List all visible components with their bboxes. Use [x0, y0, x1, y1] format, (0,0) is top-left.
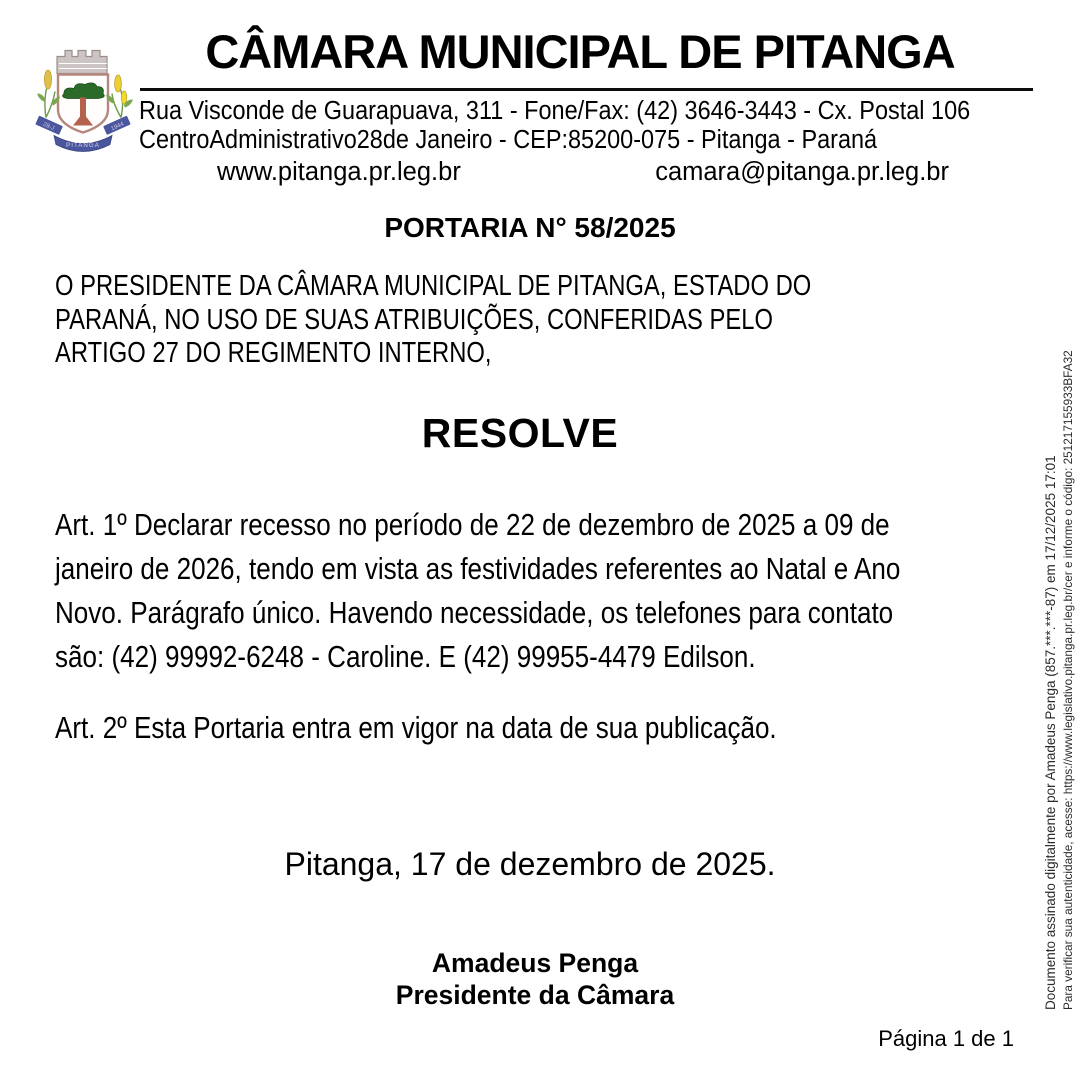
preamble-line: ARTIGO 27 DO REGIMENTO INTERNO, [55, 337, 492, 369]
signature-role: Presidente da Câmara [395, 980, 675, 1010]
article-1-line: são: (42) 99992-6248 - Caroline. E (42) 99955-4479 Edilson. [55, 639, 756, 674]
preamble-line: O PRESIDENTE DA CÂMARA MUNICIPAL DE PITANGA, ESTADO DO [55, 270, 812, 302]
preamble-paragraph [55, 270, 977, 371]
pitanga-coat-of-arms-icon [33, 42, 133, 160]
address-line-2: CentroAdministrativo28de Janeiro - CEP:85200-075 - Pitanga - Paraná [139, 126, 878, 154]
signature-block [55, 947, 1015, 1011]
ribbon-left [35, 116, 63, 135]
signature-name: Amadeus Penga [431, 948, 639, 978]
header-address-block [139, 97, 1032, 187]
article-1-paragraph [55, 503, 1061, 679]
ribbon-right [103, 116, 131, 135]
article-1-line: Art. 1º Declarar recesso no período de 22 de dezembro de 2025 a 09 de [55, 507, 890, 542]
resolve-heading: RESOLVE [421, 410, 619, 456]
ribbon-left-text: 28-J [41, 121, 55, 132]
article-1-line: Novo. Parágrafo único. Havendo necessidade, os telefones para contato [55, 595, 894, 630]
article-2-line: Art. 2º Esta Portaria entra em vigor na data de sua publicação. [55, 710, 777, 745]
website-text: www.pitanga.pr.leg.br [217, 158, 461, 186]
digital-signature-line-2: Para verificar sua autenticidade, acesse: https://www.legislativo.pitanga.pr.leg.br/cer e informe o código: 251217155933BFA32 [1061, 350, 1075, 1010]
article-1-line: janeiro de 2026, tendo em vista as festividades referentes ao Natal e Ano [55, 551, 901, 586]
page-indicator: Página 1 de 1 [878, 1026, 1014, 1051]
banner-text: PITANGA [66, 142, 100, 149]
article-2-paragraph [55, 706, 914, 750]
header-divider [140, 88, 1033, 91]
digital-signature-strip [1041, 270, 1077, 1010]
email-text: camara@pitanga.pr.leg.br [655, 158, 949, 186]
digital-signature-line-1: Documento assinado digitalmente por Amadeus Penga (857.***.***-87) em 17/12/2025 17:01 [1043, 455, 1058, 1010]
crown-shape [57, 51, 107, 74]
preamble-line: PARANÁ, NO USO DE SUAS ATRIBUIÇÕES, CONFERIDAS PELO [55, 303, 773, 336]
portaria-number-title: PORTARIA N° 58/2025 [384, 212, 676, 243]
address-line-1: Rua Visconde de Guarapuava, 311 - Fone/Fax: (42) 3646-3443 - Cx. Postal 106 [139, 97, 971, 125]
org-title: CÂMARA MUNICIPAL DE PITANGA [205, 25, 955, 78]
ribbon-right-text: 1944 [110, 121, 125, 133]
place-date-line: Pitanga, 17 de dezembro de 2025. [284, 846, 776, 882]
